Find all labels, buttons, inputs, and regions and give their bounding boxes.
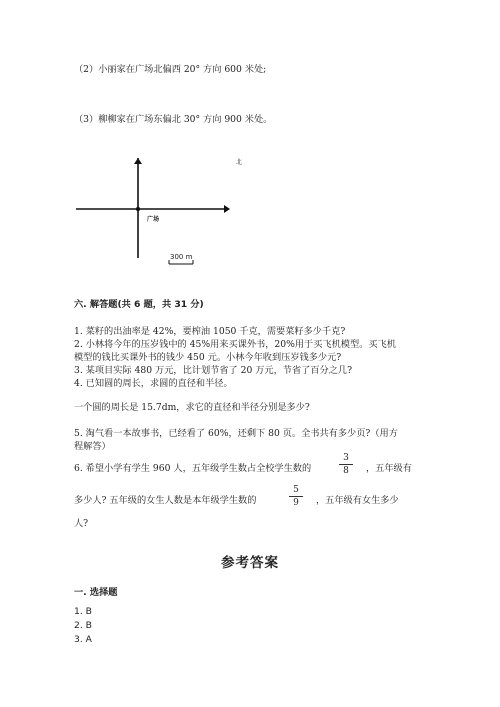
fraction-denominator: 9 — [293, 498, 299, 508]
problem-2-line-1: 2. 小林将今年的压岁钱中的 45%用来买课外书，20%用于买飞机模型。买飞机 — [74, 339, 396, 350]
problem-6-line-2: 多少人? 五年级的女生人数是本年级学生数的 — [74, 495, 257, 506]
fraction-numerator: 3 — [343, 453, 349, 463]
problem-3: 3. 某项目实际 480 万元，比计划节省了 20 万元，节省了百分之几? — [74, 365, 353, 376]
problem-6-line-3: 人? — [74, 518, 89, 529]
fraction-denominator: 8 — [343, 466, 349, 476]
problem-1: 1. 菜籽的出油率是 42%，要榨油 1050 千克，需要菜籽多少千克? — [74, 326, 346, 337]
answer-3: 3. A — [74, 634, 92, 645]
north-label: 北 — [236, 159, 243, 166]
answer-2: 2. B — [74, 620, 92, 631]
problem-6-line-2-tail: ，五年级有女生多少 — [316, 495, 399, 506]
problem-4-detail: 一个圆的周长是 15.7dm，求它的直径和半径分别是多少? — [74, 402, 310, 413]
answers-title: 参考答案 — [221, 555, 279, 571]
plaza-point — [136, 207, 140, 211]
question-2-text: （2）小丽家在广场北偏西 20° 方向 600 米处; — [74, 64, 267, 75]
problem-5-line-1: 5. 淘气看一本故事书，已经看了 60%，还剩下 80 页。全书共有多少页?（用方 — [74, 428, 398, 439]
problem-6-line-1: 6. 希望小学有学生 960 人，五年级学生数占全校学生数的 — [74, 463, 312, 474]
plaza-label: 广场 — [147, 216, 160, 223]
fraction-five-ninths — [289, 485, 303, 508]
problem-4: 4. 已知圆的周长，求圆的直径和半径。 — [74, 378, 233, 389]
problem-6-line-1-tail: ，五年级有 — [366, 463, 412, 474]
problem-2-line-2: 模型的钱比买课外书的钱少 450 元。小林今年收到压岁钱多少元? — [74, 352, 342, 363]
north-axis-arrowhead — [134, 158, 142, 164]
direction-diagram — [76, 158, 236, 268]
answers-section-1-heading: 一. 选择题 — [74, 587, 118, 598]
question-3-text: （3）柳柳家在广场东偏北 30° 方向 900 米处。 — [74, 114, 273, 125]
problem-5-line-2: 程解答） — [74, 441, 111, 452]
fraction-three-eighths — [339, 453, 353, 476]
answer-1: 1. B — [74, 606, 92, 617]
east-arrowhead — [224, 205, 230, 213]
scale-label: 300 m — [170, 253, 193, 261]
section-6-heading: 六. 解答题(共 6 题，共 31 分) — [74, 299, 204, 310]
fraction-numerator: 5 — [293, 485, 299, 495]
